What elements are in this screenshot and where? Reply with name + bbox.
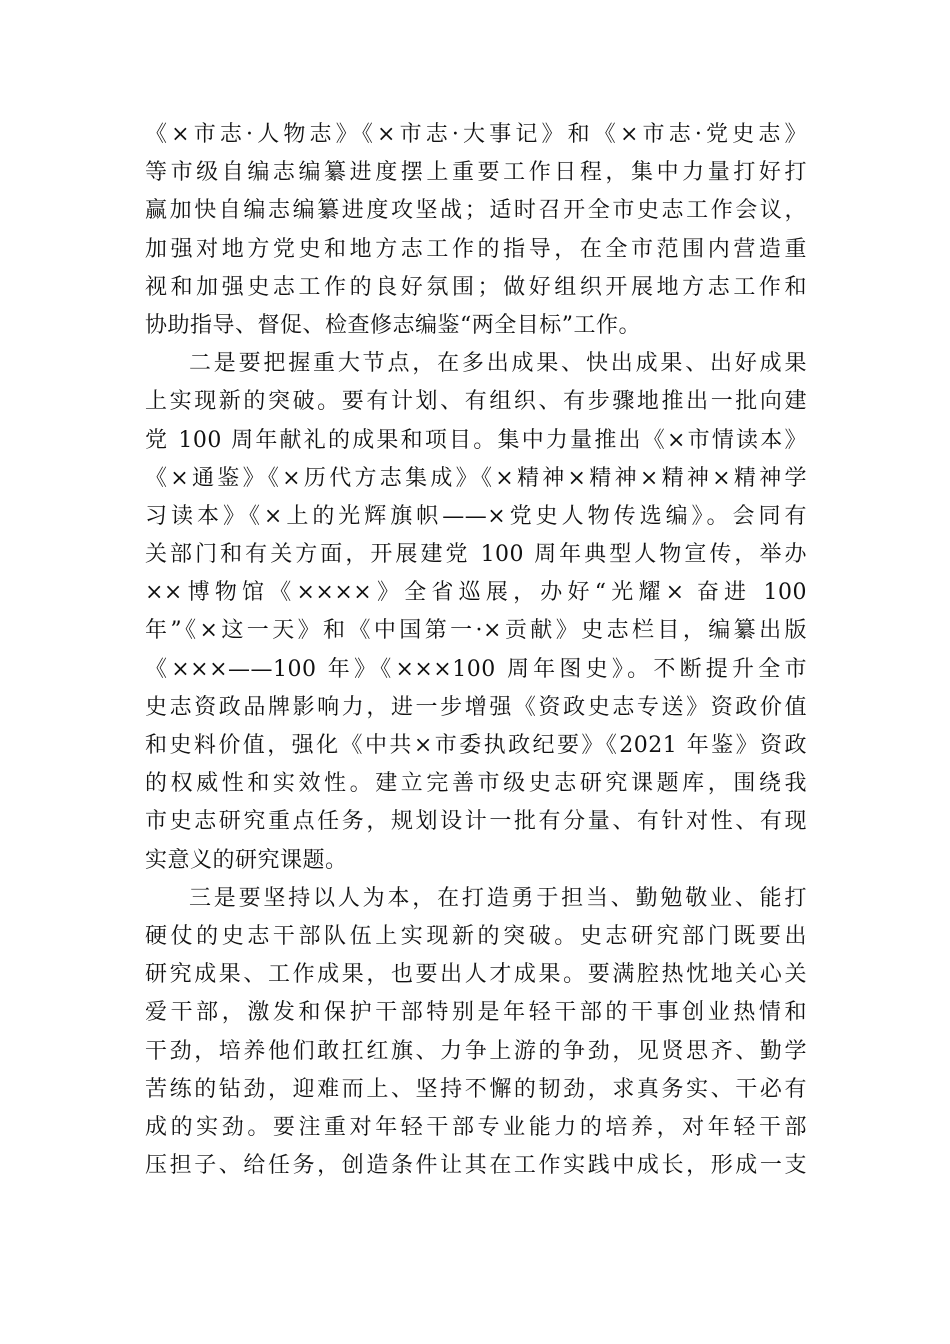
text-line: 年”《×这一天》和《中国第一·×贡献》史志栏目，编纂出版: [145, 618, 807, 644]
text-line: 关部门和有关方面，开展建党 100 周年典型人物宣传，举办: [145, 542, 807, 568]
text-line: 视和加强史志工作的良好氛围；做好组织开展地方志工作和: [145, 274, 807, 300]
text-line: 市史志研究重点任务，规划设计一批有分量、有针对性、有现: [145, 809, 807, 835]
text-line: 干劲，培养他们敢扛红旗、力争上游的争劲，见贤思齐、勤学: [145, 1038, 807, 1064]
text-line: 爱干部，激发和保护干部特别是年轻干部的干事创业热情和: [145, 1000, 807, 1026]
text-line: 苦练的钻劲，迎难而上、坚持不懈的韧劲，求真务实、干必有: [145, 1076, 807, 1102]
text-line: 三是要坚持以人为本，在打造勇于担当、勤勉敬业、能打: [189, 885, 807, 911]
text-line: 《×市志·人物志》《×市志·大事记》和《×市志·党史志》: [145, 122, 807, 147]
text-line: 赢加快自编志编纂进度攻坚战；适时召开全市史志工作会议，: [145, 198, 807, 224]
text-line: 党 100 周年献礼的成果和项目。集中力量推出《×市情读本》: [145, 427, 807, 453]
text-line: 《×××——100 年》《×××100 周年图史》。不断提升全市: [145, 656, 807, 682]
text-line: 协助指导、督促、检查修志编鉴“两全目标”工作。: [145, 312, 641, 338]
text-line: 习读本》《×上的光辉旗帜——×党史人物传选编》。会同有: [145, 503, 807, 529]
text-line: 加强对地方党史和地方志工作的指导，在全市范围内营造重: [145, 236, 807, 262]
text-line: 《×通鉴》《×历代方志集成》《×精神×精神×精神×精神学: [145, 465, 807, 491]
document-page: [145, 116, 807, 1185]
text-line: 压担子、给任务，创造条件让其在工作实践中成长，形成一支: [145, 1153, 807, 1179]
text-line: 的权威性和实效性。建立完善市级史志研究课题库，围绕我: [145, 771, 807, 797]
text-line: 和史料价值，强化《中共×市委执政纪要》《2021 年鉴》资政: [145, 733, 807, 758]
text-line: 上实现新的突破。要有计划、有组织、有步骤地推出一批向建: [145, 389, 807, 415]
text-line: 等市级自编志编纂进度摆上重要工作日程，集中力量打好打: [145, 160, 807, 186]
text-line: 史志资政品牌影响力，进一步增强《资政史志专送》资政价值: [145, 694, 807, 720]
text-line: ××博物馆《××××》全省巡展，办好“光耀× 奋进 100: [145, 580, 807, 606]
text-line: 硬仗的史志干部队伍上实现新的突破。史志研究部门既要出: [145, 923, 807, 949]
text-line: 二是要把握重大节点，在多出成果、快出成果、出好成果: [189, 351, 807, 377]
text-line: 成的实劲。要注重对年轻干部专业能力的培养，对年轻干部: [145, 1114, 807, 1140]
text-line: 研究成果、工作成果，也要出人才成果。要满腔热忱地关心关: [145, 962, 807, 988]
text-line: 实意义的研究课题。: [145, 847, 348, 873]
